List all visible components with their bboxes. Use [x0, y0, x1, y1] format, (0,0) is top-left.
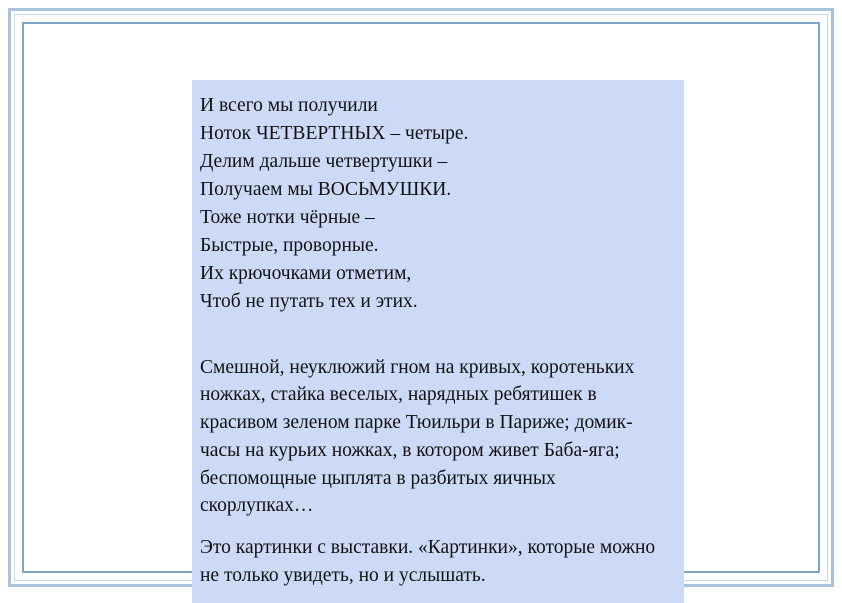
verse-prose-spacer — [192, 316, 684, 354]
prose-paragraph: Смешной, неуклюжий гном на кривых, коротеньких ножках, стайка веселых, нарядных ребятишек в красивом зеленом парке Тюильри в Париже; домик-часы на курьих ножках, в котором живет Баба-яга; беспомощные цыплята в разбитых яичных скорлупках… — [200, 356, 635, 517]
poem-verse — [192, 92, 684, 316]
poem-line: Делим дальше четвертушки – — [200, 150, 448, 172]
poem-line: Быстрые, проворные. — [200, 234, 379, 256]
text-content-block — [192, 80, 684, 603]
poem-line: Тоже нотки чёрные – — [200, 206, 375, 228]
poem-line: Чтоб не путать тех и этих. — [200, 290, 418, 312]
poem-line: Их крючочками отметим, — [200, 262, 412, 284]
poem-line: Получаем мы ВОСЬМУШКИ. — [200, 178, 452, 200]
poem-line: Ноток ЧЕТВЕРТНЫХ – четыре. — [200, 122, 469, 144]
prose-paragraph: Это картинки с выставки. «Картинки», которые можно не только увидеть, но и услышать. — [200, 536, 656, 586]
poem-line: И всего мы получили — [200, 95, 378, 116]
